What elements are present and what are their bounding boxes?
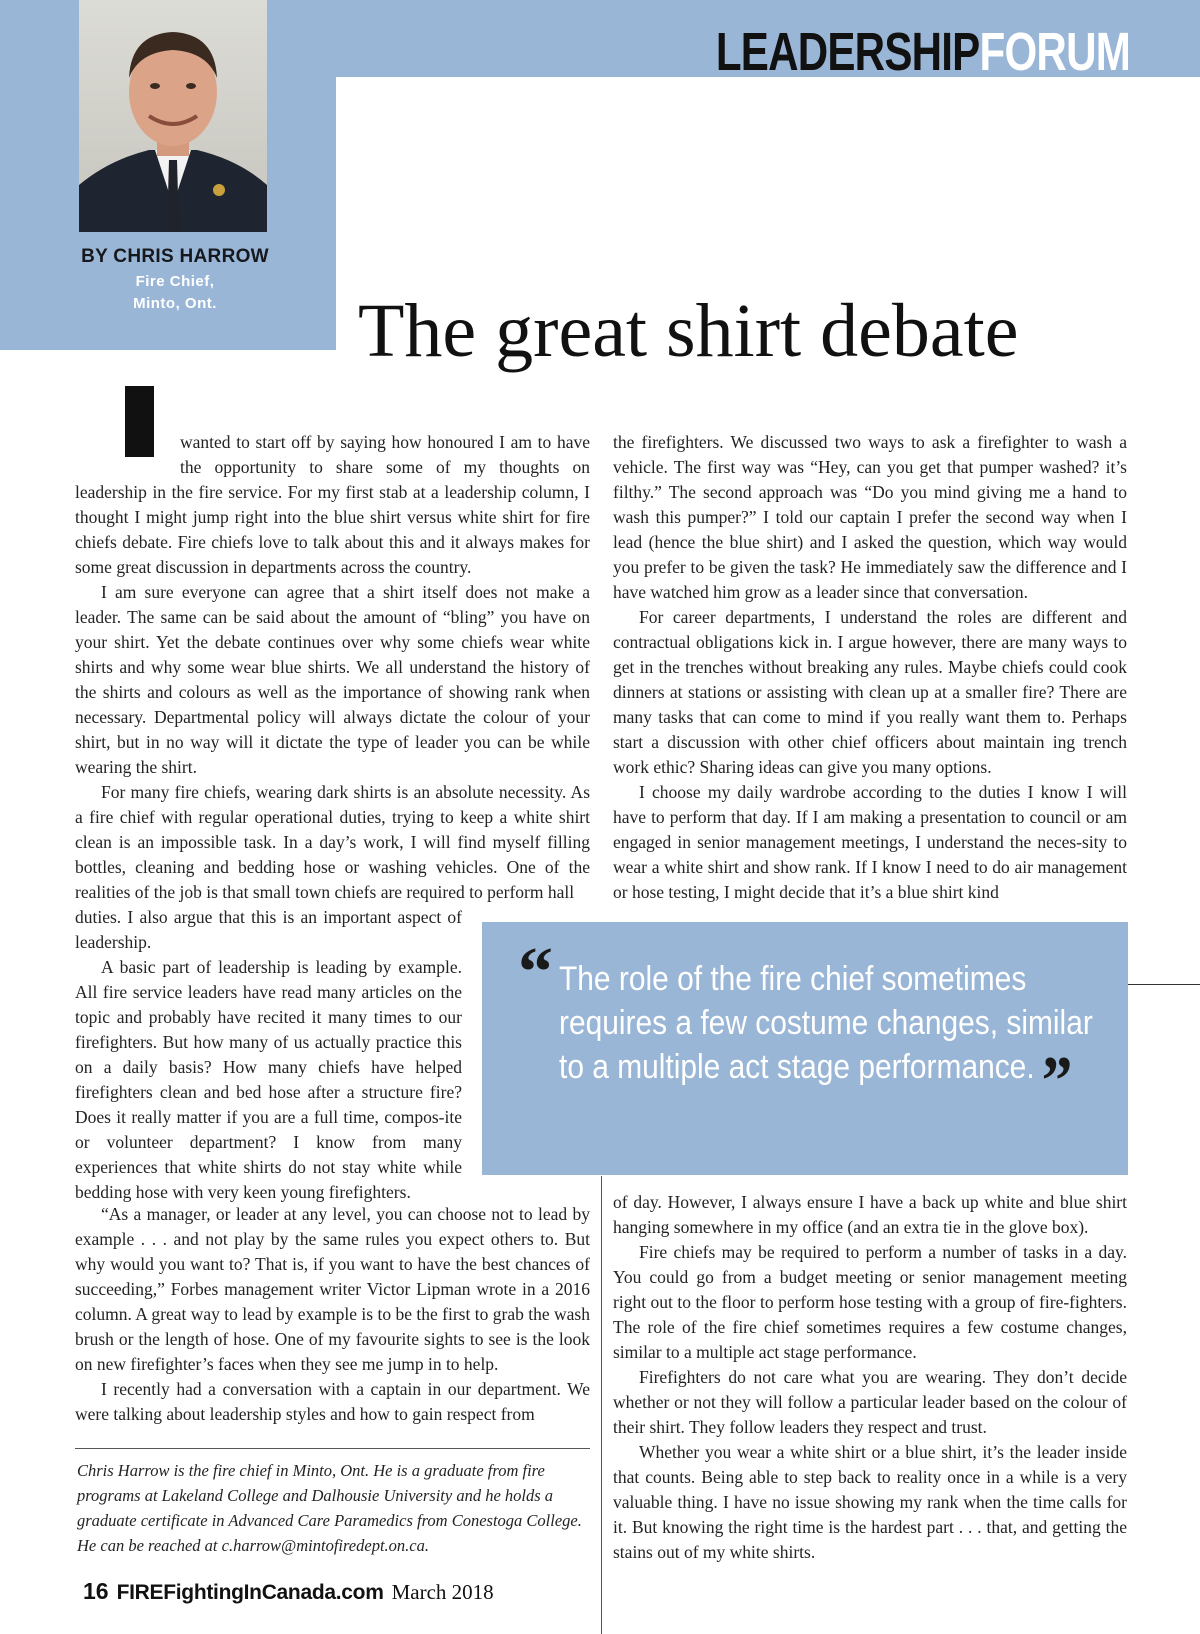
byline (0, 246, 350, 312)
author-photo (79, 0, 267, 232)
section-title-part2: FORUM (979, 22, 1130, 82)
paragraph: For career departments, I understand the roles are different and contractual obligations kick in. I argue however, there are many ways to get in the trenches without breaking any rules. Maybe chiefs could cook dinners at stations or assisting with clean up at a smaller fire? There are many tasks that can come to mind if you really want them to. Perhaps start a discussion with other chief officers about maintain ing trench work ethic? Sharing ideas can give you many options. (613, 607, 1127, 777)
pull-quote-text: The role of the fire chief sometimes requires a few costume changes, similar to a multiple act stage performance. (559, 960, 1093, 1086)
paragraph: “As a manager, or leader at any level, you can choose not to lead by example . . . and not play by the same rules you expect others to. But why would you want to? That is, if you want to have the best chances of succeeding,” Forbes management writer Victor Lipman wrote in a 2016 column. A great way to lead by example is to be the first to grab the wash brush or the length of hose. One of my favourite sights to see is the look on new firefighter’s faces when they see me jump in to help. (75, 1204, 590, 1374)
bio-divider (75, 1448, 590, 1449)
paragraph-text: have the opportunity to share some of my thoughts on leadership in the fire service. For my first stab at a leadership column, I thought I might jump right into the blue shirt versus white shirt for fire chiefs debate. Fire chiefs love to talk about this and it always makes for some great discussion in departments across the country. (75, 432, 591, 577)
article-headline: The great shirt debate (358, 289, 1019, 373)
author-name: BY CHRIS HARROW (81, 246, 269, 267)
paragraph: I am sure everyone can agree that a shirt itself does not make a leader. The same can be said about the amount of “bling” you have on your shirt. Yet the debate continues over why some chiefs wear white shirts and why some wear blue shirts. We all understand the history of the shirts and colours as well as the importance of showing rank when necessary. Departmental policy will always dictate the colour of your shirt, but in no way will it dictate the type of leader you can be while wearing the shirt. (75, 582, 590, 777)
issue-date: March 2018 (391, 1580, 494, 1604)
paragraph: For many fire chiefs, wearing dark shirts is an absolute necessity. As a fire chief with regular operational duties, trying to keep a white shirt clean is an impossible task. In a day’s work, I will find myself filling bottles, cleaning and bedding hose or washing vehicles. One of the realities of the job is that small town chiefs are required to perform hall (75, 782, 590, 902)
pull-quote-rule (1128, 984, 1200, 985)
section-title (716, 22, 1130, 82)
drop-cap: I (125, 386, 154, 457)
open-quote-icon: “ (518, 934, 553, 1011)
author-bio: Chris Harrow is the fire chief in Minto, Ont. He is a graduate from fire programs at Lakeland College and Dalhousie University and he holds a graduate certificate in Advanced Care Paramedics from Conestoga College. He can be reached at c.harrow@mintofiredept.on.ca. (77, 1461, 582, 1555)
author-title: Fire Chief, (135, 273, 215, 290)
paragraph: Fire chiefs may be required to perform a number of tasks in a day. You could go from a budget meeting or senior management meeting right out to the floor to perform hose testing with a group of fire-fighters. The role of the fire chief sometimes requires a few costume changes, similar to a multiple act stage performance. (613, 1242, 1127, 1362)
paragraph-lead: wanted to start off by saying how honoured I am to (180, 432, 552, 452)
pull-quote-text-block (559, 957, 1100, 1120)
paragraph: Firefighters do not care what you are wearing. They don’t decide whether or not they will follow a particular leader based on the colour of their shirt. They follow leaders they respect and trust. (613, 1367, 1127, 1437)
author-location: Minto, Ont. (133, 295, 217, 312)
paragraph: I recently had a conversation with a captain in our department. We were talking about leadership styles and how to gain respect from (75, 1379, 590, 1424)
paragraph: A basic part of leadership is leading by example. All fire service leaders have read many articles on the topic and probably have recited it many times to our firefighters. But how many of us actually practice this on a daily basis? How many chiefs have helped firefighters clean and bed hose after a structure fire? Does it really matter if you are a full time, compos-ite or volunteer department? I know from many experiences that white shirts do not stay white while bedding hose with very keen young firefighters. (75, 957, 462, 1202)
paragraph (75, 421, 591, 580)
publication-site: FIREFightingInCanada.com (116, 1581, 384, 1604)
page-footer (83, 1578, 494, 1605)
body-column-right (613, 430, 1127, 905)
paragraph: the firefighters. We discussed two ways to ask a firefighter to wash a vehicle. The first way was “Hey, can you get that pumper washed? it’s filthy.” The second approach was “Do you mind giving me a hand to wash this pumper?” I told our captain I prefer the second way when I lead (hence the blue shirt) and I asked the question, which way would you prefer to be given the task? He immediately saw the difference and I have watched him grow as a leader since that conversation. (613, 432, 1127, 602)
pull-quote (482, 922, 1128, 1175)
body-column-left-lower (75, 1202, 590, 1427)
page-number: 16 (83, 1578, 109, 1604)
section-title-part1: LEADERSHIP (715, 22, 980, 82)
paragraph: duties. I also argue that this is an important aspect of leadership. (75, 907, 462, 952)
paragraph: I choose my daily wardrobe according to the duties I know I will have to perform that day. If I am making a presentation to council or am engaged in senior management meetings, I understand the neces-sity to wear a white shirt and show rank. If I know I need to do air management or hose testing, I might decide that it’s a blue shirt kind (613, 782, 1127, 902)
body-column-right-lower (613, 1190, 1127, 1565)
close-quote-icon: ” (1041, 1043, 1073, 1120)
paragraph: Whether you wear a white shirt or a blue shirt, it’s the leader inside that counts. Being able to step back to reality once in a while is a very valuable thing. I have no issue showing my rank when the time calls for it. But knowing the right time is the hardest part . . . that, and getting the stains out of my white shirts. (613, 1442, 1127, 1562)
paragraph: of day. However, I always ensure I have a back up white and blue shirt hanging somewhere in my office (and an extra tie in the glove box). (613, 1192, 1127, 1237)
column-divider (601, 1176, 602, 1634)
